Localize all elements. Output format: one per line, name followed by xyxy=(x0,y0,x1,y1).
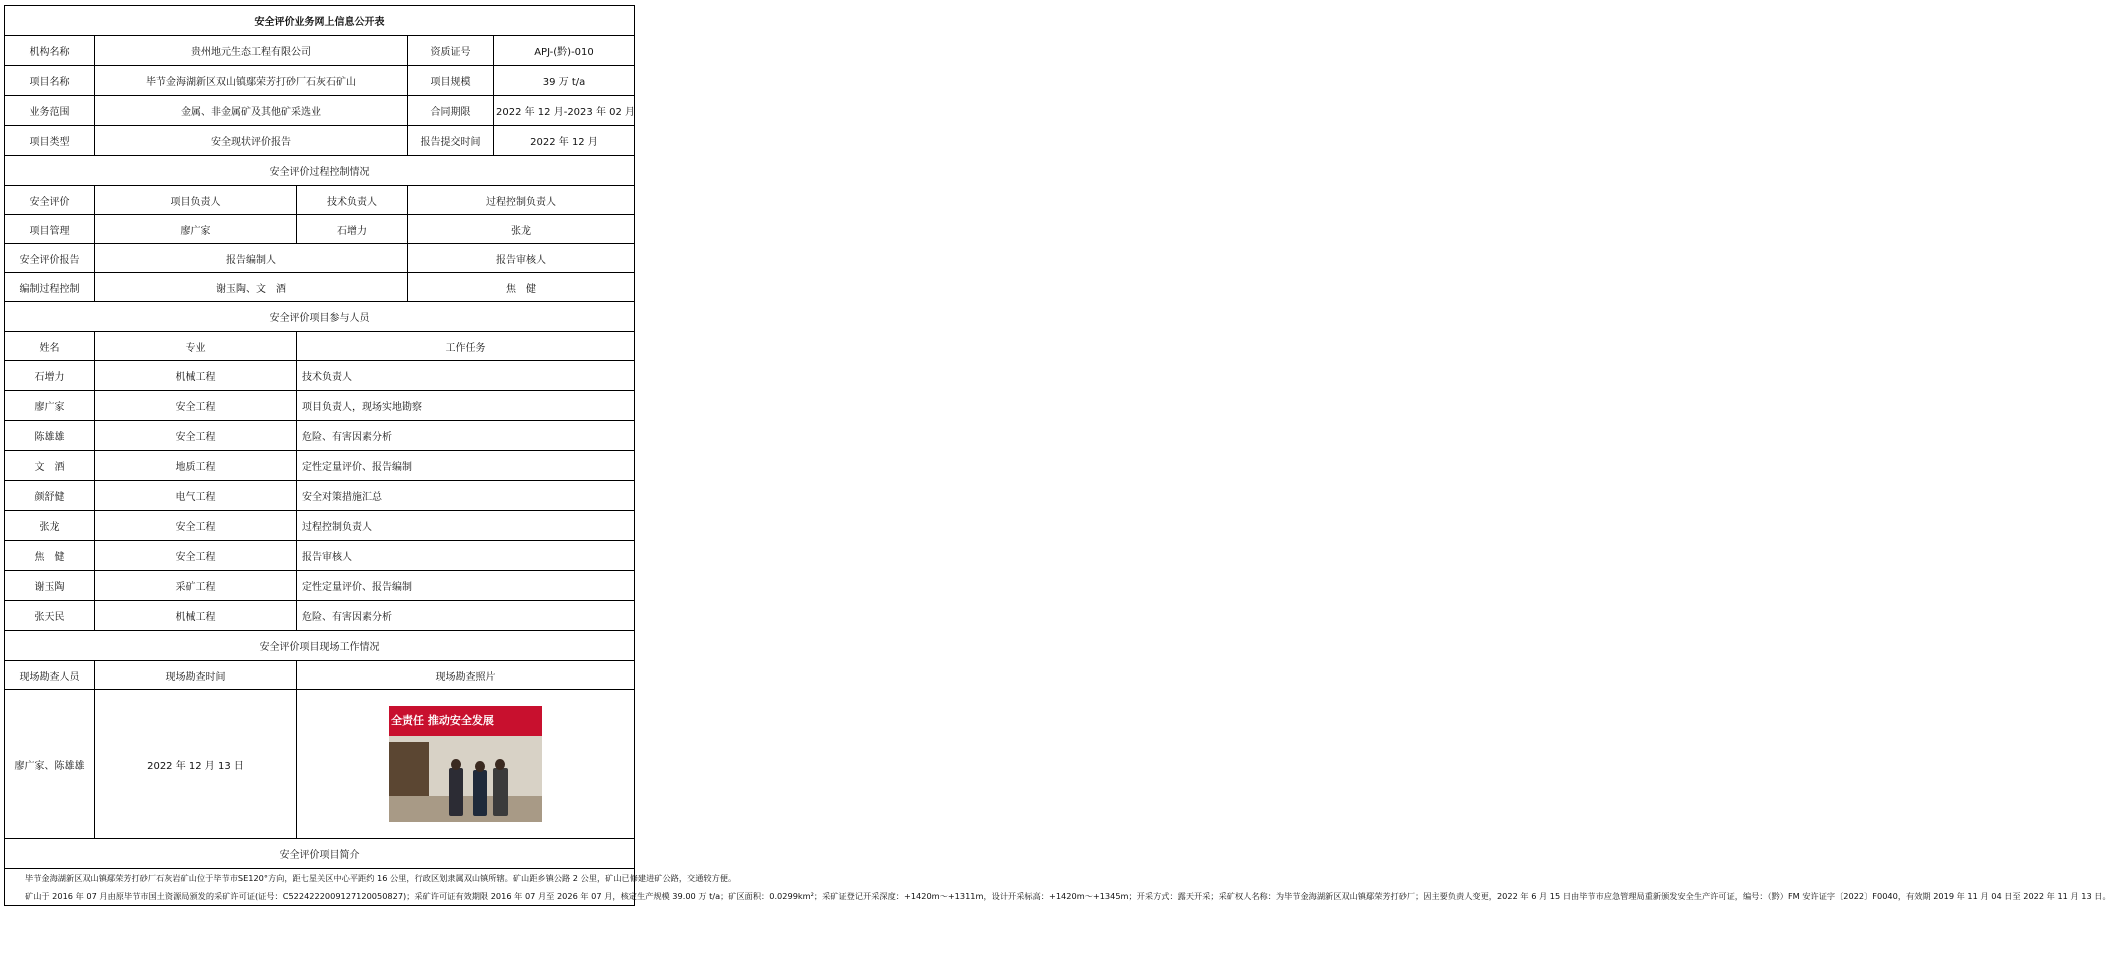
staff-name: 文 酒 xyxy=(5,451,95,481)
photo-person-head xyxy=(475,761,485,772)
intro-body xyxy=(5,869,2111,906)
staff-task: 定性定量评价、报告编制 xyxy=(297,451,635,481)
photo-banner: 全责任 推动安全发展 xyxy=(389,706,542,736)
staff-major: 机械工程 xyxy=(95,601,297,631)
site-people: 廖广家、陈雄雄 xyxy=(5,690,95,839)
cert-value: APJ-(黔)-010 xyxy=(494,36,635,66)
staff-name: 焦 健 xyxy=(5,541,95,571)
staff-task: 技术负责人 xyxy=(297,361,635,391)
table-row xyxy=(5,541,635,571)
intro-paragraph-1: 毕节金海湖新区双山镇鄢荣芳打砂厂石灰岩矿山位于毕节市SE120°方向，距七星关区中心平距约 16 公里，行政区划隶属双山镇所辖。矿山距乡镇公路 2 公里，矿山已修建进矿公路，交通较方便。 xyxy=(25,873,737,883)
pm-name: 廖广家 xyxy=(95,215,297,244)
staff-major: 机械工程 xyxy=(95,361,297,391)
photo-person xyxy=(493,768,508,816)
submit-value: 2022 年 12 月 xyxy=(494,126,635,156)
mgmt-label-2: 项目管理 xyxy=(5,215,95,244)
col-site-photo: 现场勘查照片 xyxy=(297,661,635,690)
staff-name: 张龙 xyxy=(5,511,95,541)
table-row xyxy=(5,421,635,451)
site-time: 2022 年 12 月 13 日 xyxy=(95,690,297,839)
photo-person xyxy=(473,770,487,816)
staff-major: 安全工程 xyxy=(95,511,297,541)
col-report-author: 报告编制人 xyxy=(95,244,408,273)
table-row xyxy=(5,601,635,631)
col-staff-task: 工作任务 xyxy=(297,332,635,361)
col-report-reviewer: 报告审核人 xyxy=(408,244,635,273)
type-value: 安全现状评价报告 xyxy=(95,126,408,156)
report-label-1: 安全评价报告 xyxy=(5,244,95,273)
staff-task: 报告审核人 xyxy=(297,541,635,571)
staff-major: 地质工程 xyxy=(95,451,297,481)
tech-name: 石增力 xyxy=(297,215,408,244)
col-staff-major: 专业 xyxy=(95,332,297,361)
org-value: 贵州地元生态工程有限公司 xyxy=(95,36,408,66)
scope-label: 业务范围 xyxy=(5,96,95,126)
col-process-control: 过程控制负责人 xyxy=(408,186,635,215)
table-row xyxy=(5,451,635,481)
photo-person-head xyxy=(451,759,461,770)
intro-paragraph-2: 矿山于 2016 年 07 月由原毕节市国土资源局颁发的采矿许可证(证号：C5224222009127120050827)；采矿许可证有效期限 2016 年 07 月至 2026 年 07 月，核定生产规模 39.00 万 t/a；矿区面积：0.0299km²；采矿证登记开采深度：+1420m～+1311m，设计开采标高：+1420m～+1345m；开采方式：露天开采；采矿权人名称：为毕节金海湖新区双山镇鄢荣芳打砂厂；因主要负责人变更，2022 年 6 月 15 日由毕节市应急管理局重新颁发安全生产许可证，编号：（黔）FM 安许证字〔2022〕F0040，有效期 2019 年 11 月 04 日至 2022 年 11 月 13 日。 xyxy=(25,891,2111,901)
mgmt-label-1: 安全评价 xyxy=(5,186,95,215)
col-site-time: 现场勘查时间 xyxy=(95,661,297,690)
contract-label: 合同期限 xyxy=(408,96,494,126)
staff-task: 定性定量评价、报告编制 xyxy=(297,571,635,601)
staff-major: 安全工程 xyxy=(95,421,297,451)
staff-name: 陈雄雄 xyxy=(5,421,95,451)
staff-task: 危险、有害因素分析 xyxy=(297,421,635,451)
table-row xyxy=(5,571,635,601)
table-row xyxy=(5,511,635,541)
site-section-title: 安全评价项目现场工作情况 xyxy=(5,631,635,661)
report-label-2: 编制过程控制 xyxy=(5,273,95,302)
author-names: 谢玉陶、文 酒 xyxy=(95,273,408,302)
photo-person-head xyxy=(495,759,505,770)
staff-task: 危险、有害因素分析 xyxy=(297,601,635,631)
staff-name: 廖广家 xyxy=(5,391,95,421)
submit-label: 报告提交时间 xyxy=(408,126,494,156)
site-photo xyxy=(389,706,542,822)
project-value: 毕节金海湖新区双山镇鄢荣芳打砂厂石灰石矿山 xyxy=(95,66,408,96)
table-row xyxy=(5,361,635,391)
ctrl-name: 张龙 xyxy=(408,215,635,244)
col-tech-lead: 技术负责人 xyxy=(297,186,408,215)
staff-major: 采矿工程 xyxy=(95,571,297,601)
project-label: 项目名称 xyxy=(5,66,95,96)
staff-major: 安全工程 xyxy=(95,541,297,571)
col-project-manager: 项目负责人 xyxy=(95,186,297,215)
photo-person xyxy=(449,768,463,816)
col-site-people: 现场勘查人员 xyxy=(5,661,95,690)
staff-name: 颜舒健 xyxy=(5,481,95,511)
table-title: 安全评价业务网上信息公开表 xyxy=(5,6,635,36)
col-staff-name: 姓名 xyxy=(5,332,95,361)
scope-value: 金属、非金属矿及其他矿采选业 xyxy=(95,96,408,126)
contract-value: 2022 年 12 月-2023 年 02 月 xyxy=(494,96,635,126)
photo-ground xyxy=(389,796,542,822)
staff-task: 项目负责人，现场实地勘察 xyxy=(297,391,635,421)
scale-label: 项目规模 xyxy=(408,66,494,96)
scale-value: 39 万 t/a xyxy=(494,66,635,96)
site-photo-cell xyxy=(297,690,635,839)
cert-label: 资质证号 xyxy=(408,36,494,66)
intro-section-title: 安全评价项目简介 xyxy=(5,839,635,869)
process-section-title: 安全评价过程控制情况 xyxy=(5,156,635,186)
disclosure-table xyxy=(4,5,2111,906)
staff-major: 安全工程 xyxy=(95,391,297,421)
table-row xyxy=(5,391,635,421)
org-label: 机构名称 xyxy=(5,36,95,66)
staff-task: 过程控制负责人 xyxy=(297,511,635,541)
staff-task: 安全对策措施汇总 xyxy=(297,481,635,511)
staff-name: 石增力 xyxy=(5,361,95,391)
table-row xyxy=(5,481,635,511)
staff-section-title: 安全评价项目参与人员 xyxy=(5,302,635,332)
staff-name: 张天民 xyxy=(5,601,95,631)
type-label: 项目类型 xyxy=(5,126,95,156)
staff-major: 电气工程 xyxy=(95,481,297,511)
reviewer-name: 焦 健 xyxy=(408,273,635,302)
staff-name: 谢玉陶 xyxy=(5,571,95,601)
